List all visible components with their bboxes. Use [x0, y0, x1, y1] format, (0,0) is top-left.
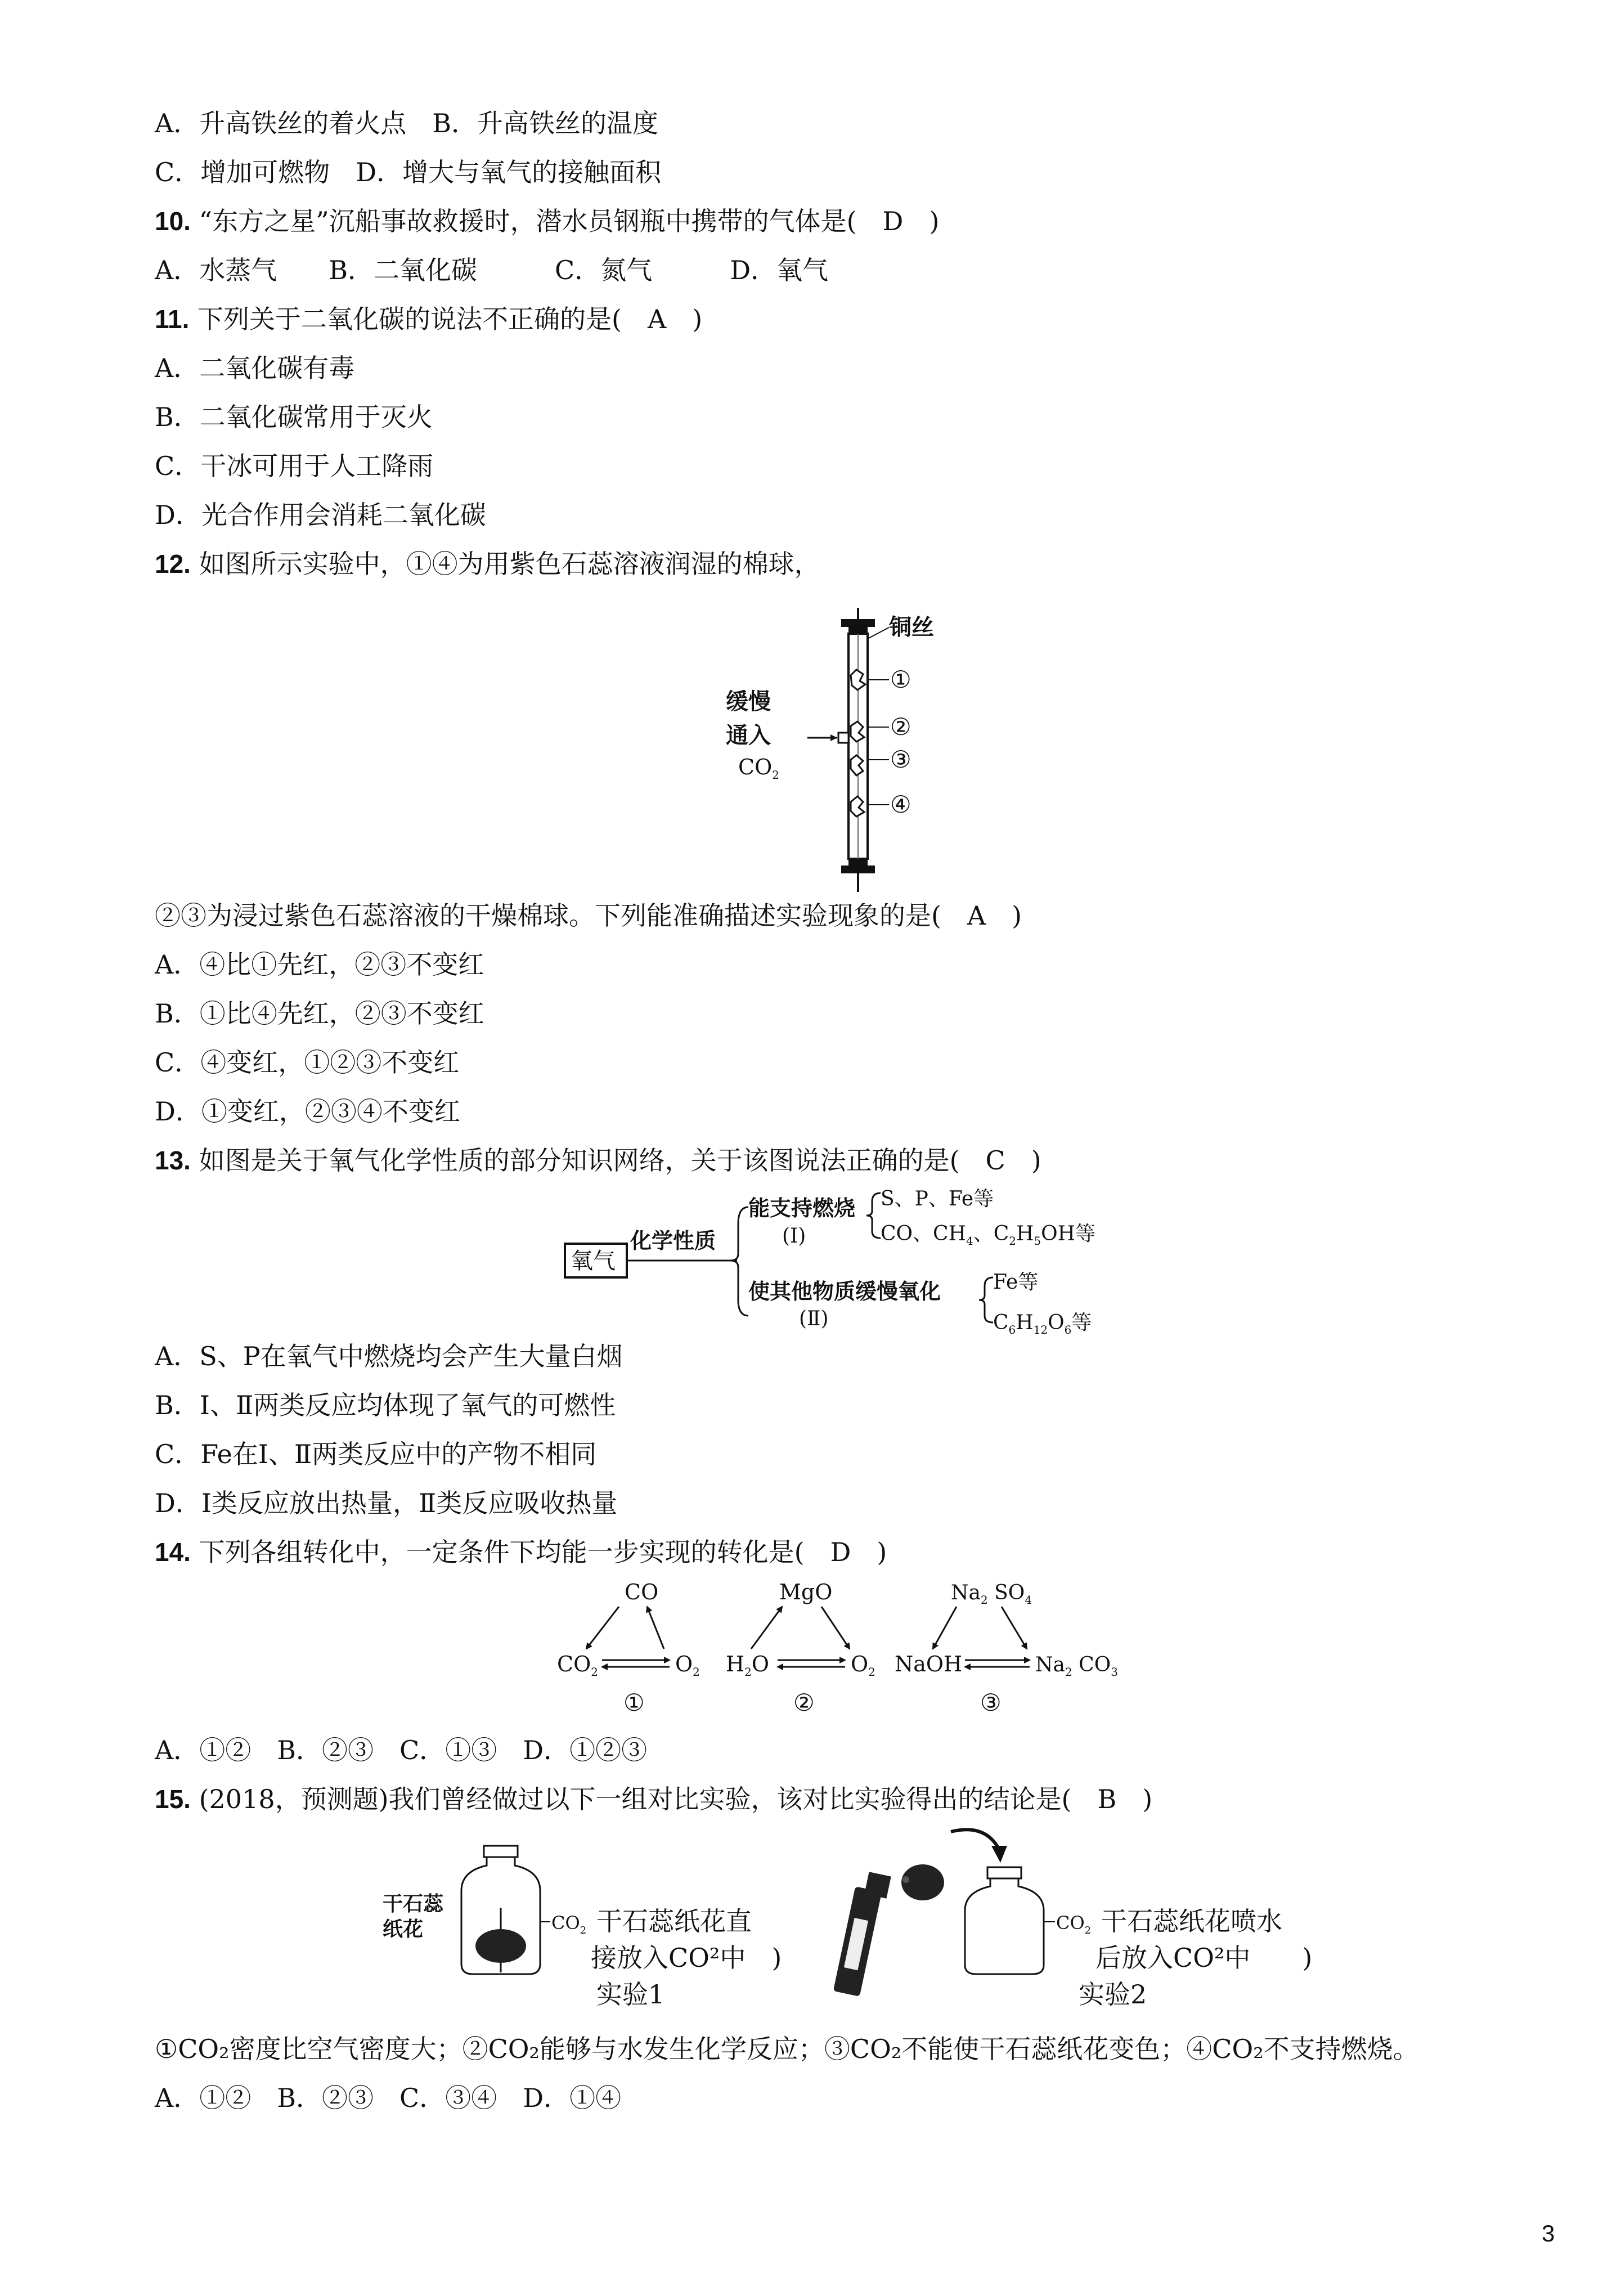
svg-text:O2: $O_2$: [851, 1652, 875, 1679]
svg-text:CO: CO: [625, 1580, 659, 1604]
question-number: 14.: [155, 1537, 191, 1567]
ball-label-2: ②: [890, 713, 911, 741]
conversion-group-1: [557, 1580, 700, 1716]
examples-fe: Fe等: [993, 1271, 1039, 1294]
copper-wire-label: 铜丝: [889, 614, 934, 640]
svg-text:③: ③: [980, 1689, 1002, 1716]
q13-option-b: B．Ⅰ、Ⅱ两类反应均体现了氧气的可燃性: [155, 1390, 616, 1420]
type-1-label: (Ⅰ): [782, 1225, 806, 1248]
q15-options: A．①② B．②③ C．③④ D．①④: [155, 2083, 622, 2113]
exp1-caption-line1: 干石蕊纸花直: [596, 1906, 752, 1936]
oxygen-box-label: 氧气: [571, 1248, 616, 1274]
examples-s-p-fe: S、P、Fe等: [881, 1187, 994, 1210]
dry-litmus-flower-label-2: 纸花: [383, 1917, 424, 1941]
question-14: [155, 1536, 887, 1568]
svg-text:NaOH: NaOH: [895, 1652, 963, 1676]
support-combustion-label: 能支持燃烧: [748, 1195, 856, 1221]
q11-option-b: B．二氧化碳常用于灭火: [155, 402, 433, 432]
question-10: [155, 205, 939, 237]
experiment-1-jar: [461, 1846, 550, 1974]
co2-label-exp2: $CO_2$: [1056, 1912, 1092, 1936]
wet-litmus-flower-icon: [901, 1864, 944, 1900]
question-number: 12.: [155, 549, 191, 579]
inlet-label: 通入: [726, 722, 771, 748]
q10-options: A．水蒸气 B．二氧化碳 C．氮气 D．氧气: [155, 255, 829, 285]
q12-option-c: C．④变红，①②③不变红: [155, 1047, 460, 1078]
question-text: 下列各组转化中，一定条件下均能一步实现的转化是( D ): [199, 1537, 887, 1567]
exp2-caption-line1: 干石蕊纸花喷水: [1101, 1906, 1282, 1936]
q14-options: A．①② B．②③ C．①③ D．①②③: [155, 1735, 648, 1765]
q13-option-c: C．Fe在Ⅰ、Ⅱ两类反应中的产物不相同: [155, 1439, 597, 1469]
comparison-experiments-figure: [383, 1823, 1339, 2026]
type-2-label: (Ⅱ): [799, 1307, 829, 1330]
experiment-1-label: 实验1: [596, 1979, 665, 2010]
exp2-caption-line2: 后放入CO²中 ): [1095, 1943, 1313, 1973]
dry-litmus-flower-label: 干石蕊: [383, 1892, 444, 1916]
slowly-label: 缓慢: [726, 688, 771, 715]
conversion-triangles-figure: [557, 1576, 1153, 1728]
q13-option-d: D．Ⅰ类反应放出热量，Ⅱ类反应吸收热量: [155, 1488, 618, 1518]
svg-text:H2O: $H_2O$: [726, 1652, 770, 1679]
question-text: 如图所示实验中，①④为用紫色石蕊溶液润湿的棉球，: [199, 549, 820, 579]
q12-option-a: A．④比①先红，②③不变红: [155, 949, 484, 980]
experiment-2-label: 实验2: [1079, 1979, 1147, 2010]
q13-option-a: A．S、P在氧气中燃烧均会产生大量白烟: [155, 1341, 623, 1371]
question-number: 13.: [155, 1146, 191, 1175]
q11-option-c: C．干冰可用于人工降雨: [155, 451, 434, 481]
question-11: [155, 303, 702, 335]
co2-label-exp1: $CO_2$: [551, 1912, 587, 1936]
slow-oxidation-label: 使其他物质缓慢氧化: [748, 1279, 941, 1304]
svg-text:MgO: MgO: [779, 1580, 833, 1604]
examples-co-ch4-ethanol: CO、$CH_4$、$C_2H_5OH$等: [881, 1222, 1096, 1248]
conversion-group-3: [895, 1581, 1118, 1716]
q12-stem-continued: ②③为浸过紫色石蕊溶液的干燥棉球。下列能准确描述实验现象的是( A ): [155, 900, 1022, 931]
question-15: [155, 1783, 1152, 1815]
page-number: 3: [1542, 2220, 1555, 2246]
co2-label: $CO_2$: [738, 755, 779, 782]
q15-statements: ①CO₂密度比空气密度大；②CO₂能够与水发生化学反应；③CO₂不能使干石蕊纸花变色；④CO₂不支持燃烧。: [155, 2034, 1419, 2064]
exp1-caption-line2: 接放入CO²中 ): [591, 1943, 782, 1973]
svg-text:CO2: $CO_2$: [557, 1652, 598, 1679]
question-13: [155, 1144, 1041, 1177]
question-12: [155, 548, 820, 580]
oxygen-property-network: [563, 1182, 1153, 1339]
q12-option-d: D．①变红，②③④不变红: [155, 1096, 460, 1127]
question-text: (2018，预测题)我们曾经做过以下一组对比实验，该对比实验得出的结论是( B ): [199, 1784, 1153, 1814]
ball-label-1: ①: [890, 666, 911, 693]
question-number: 15.: [155, 1784, 191, 1814]
question-text: “东方之星”沉船事故救援时，潜水员钢瓶中携带的气体是( D ): [199, 206, 940, 236]
question-text: 如图是关于氧气化学性质的部分知识网络，关于该图说法正确的是( C ): [199, 1145, 1041, 1176]
chem-property-label: 化学性质: [630, 1228, 716, 1253]
q11-option-d: D．光合作用会消耗二氧化碳: [155, 500, 486, 530]
svg-text:Na2 SO4: $Na_2$ $SO_4$: [951, 1581, 1032, 1607]
question-text: 下列关于二氧化碳的说法不正确的是( A ): [197, 304, 703, 334]
tube-apparatus-figure: [720, 608, 979, 900]
conversion-group-2: [726, 1580, 875, 1716]
q9-options-cd: C．增加可燃物 D．增大与氧气的接触面积: [155, 157, 662, 187]
svg-text:O2: $O_2$: [675, 1652, 700, 1679]
svg-text:Na2 CO3: $Na_2$ $CO_3$: [1035, 1653, 1118, 1679]
experiment-2-jar: [965, 1867, 1055, 1974]
svg-text:②: ②: [793, 1689, 815, 1716]
q11-option-a: A．二氧化碳有毒: [155, 353, 355, 383]
spray-bottle-icon: [833, 1872, 891, 1997]
ball-label-4: ④: [890, 791, 911, 818]
question-number: 10.: [155, 207, 191, 236]
ball-label-3: ③: [890, 746, 911, 773]
question-number: 11.: [155, 304, 190, 334]
q12-option-b: B．①比④先红，②③不变红: [155, 998, 484, 1029]
examples-glucose: $C_6H_{12}O_6$等: [993, 1311, 1092, 1337]
svg-text:①: ①: [623, 1689, 645, 1716]
q9-options-ab: A．升高铁丝的着火点 B．升高铁丝的温度: [155, 108, 659, 138]
